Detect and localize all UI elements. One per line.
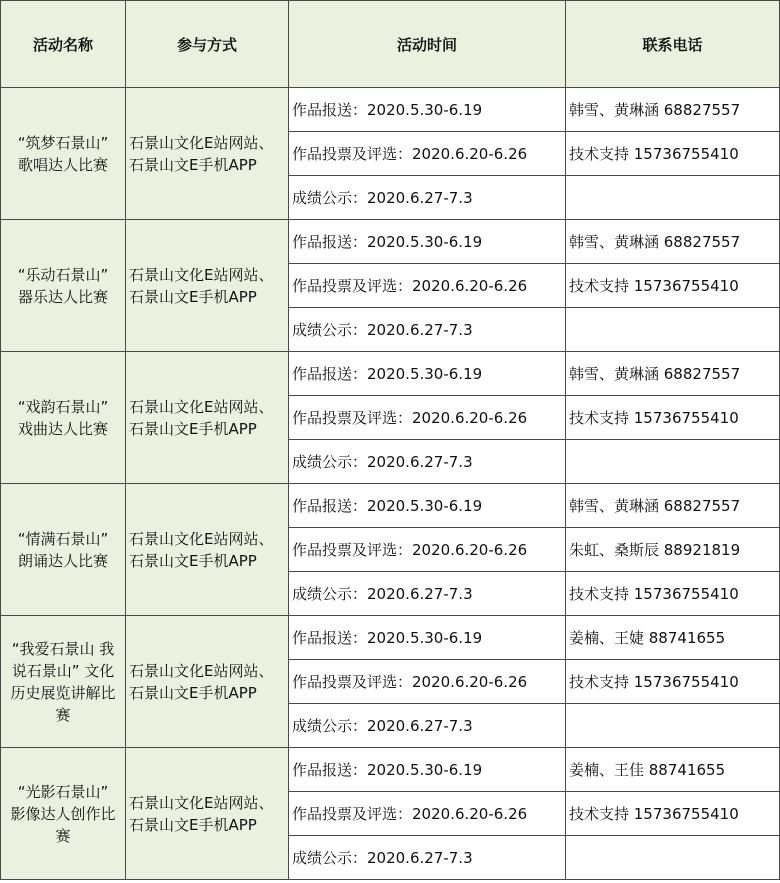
participation-method-cell — [126, 220, 289, 352]
participation-method-cell — [126, 88, 289, 220]
participation-method-line: 石景山文化E站网站、 — [129, 529, 274, 548]
participation-method-line: 石景山文化E站网站、 — [129, 793, 274, 812]
activity-name-line: 赛 — [55, 705, 71, 724]
contact-phone-cell — [566, 308, 780, 352]
activity-time-cell: 作品报送：2020.5.30-6.19 — [289, 748, 566, 792]
activity-name-line: “乐动石景山” — [17, 265, 109, 284]
header-participation-method: 参与方式 — [126, 1, 289, 88]
contact-phone-cell: 技术支持 15736755410 — [566, 396, 780, 440]
activity-time-cell: 作品报送：2020.5.30-6.19 — [289, 88, 566, 132]
contact-phone-cell: 技术支持 15736755410 — [566, 264, 780, 308]
activity-name-line: 说石景山” 文化 — [11, 661, 115, 680]
contact-phone-cell: 朱虹、桑斯辰 88921819 — [566, 528, 780, 572]
participation-method-cell — [126, 748, 289, 880]
header-activity-name: 活动名称 — [1, 1, 126, 88]
activity-name-line: 赛 — [55, 826, 71, 845]
activity-time-cell: 作品报送：2020.5.30-6.19 — [289, 616, 566, 660]
activity-time-cell: 作品投票及评选：2020.6.20-6.26 — [289, 132, 566, 176]
activity-name-line: “情满石景山” — [17, 529, 109, 548]
table-row — [1, 616, 780, 660]
activity-name-cell — [1, 88, 126, 220]
participation-method-line: 石景山文化E站网站、 — [129, 265, 274, 284]
contact-phone-cell: 姜楠、王婕 88741655 — [566, 616, 780, 660]
activity-time-cell: 作品报送：2020.5.30-6.19 — [289, 220, 566, 264]
activity-name-line: “戏韵石景山” — [17, 397, 109, 416]
contact-phone-cell: 韩雪、黄琳涵 68827557 — [566, 88, 780, 132]
contact-phone-cell: 韩雪、黄琳涵 68827557 — [566, 484, 780, 528]
contact-phone-cell — [566, 176, 780, 220]
activity-name-line: 歌唱达人比赛 — [17, 155, 108, 174]
activity-time-cell: 作品报送：2020.5.30-6.19 — [289, 352, 566, 396]
contact-phone-cell — [566, 704, 780, 748]
activity-name-cell — [1, 352, 126, 484]
activity-name-line: 戏曲达人比赛 — [17, 419, 108, 438]
contact-phone-cell: 技术支持 15736755410 — [566, 792, 780, 836]
activity-name-line: “光影石景山” — [17, 782, 109, 801]
activity-name-line: “筑梦石景山” — [17, 133, 109, 152]
activity-time-cell: 成绩公示：2020.6.27-7.3 — [289, 704, 566, 748]
table-row — [1, 220, 780, 264]
participation-method-cell — [126, 616, 289, 748]
activity-name-line: 器乐达人比赛 — [17, 287, 108, 306]
activity-name-cell — [1, 484, 126, 616]
contact-phone-cell — [566, 440, 780, 484]
activity-time-cell: 成绩公示：2020.6.27-7.3 — [289, 176, 566, 220]
activity-name-cell — [1, 616, 126, 748]
activity-time-cell: 作品投票及评选：2020.6.20-6.26 — [289, 396, 566, 440]
activity-time-cell: 作品投票及评选：2020.6.20-6.26 — [289, 792, 566, 836]
header-activity-time: 活动时间 — [289, 1, 566, 88]
activity-time-cell: 成绩公示：2020.6.27-7.3 — [289, 440, 566, 484]
contact-phone-cell: 韩雪、黄琳涵 68827557 — [566, 352, 780, 396]
contact-phone-cell: 技术支持 15736755410 — [566, 132, 780, 176]
participation-method-cell — [126, 484, 289, 616]
activity-name-cell — [1, 220, 126, 352]
table-body — [1, 88, 780, 880]
participation-method-line: 石景山文化E站网站、 — [129, 397, 274, 416]
activity-name-line: “我爱石景山 我 — [11, 639, 115, 658]
participation-method-line: 石景山文E手机APP — [129, 155, 257, 174]
participation-method-cell — [126, 352, 289, 484]
activity-time-cell: 作品投票及评选：2020.6.20-6.26 — [289, 660, 566, 704]
activity-time-cell: 作品报送：2020.5.30-6.19 — [289, 484, 566, 528]
participation-method-line: 石景山文E手机APP — [129, 551, 257, 570]
contact-phone-cell: 技术支持 15736755410 — [566, 572, 780, 616]
activity-time-cell: 作品投票及评选：2020.6.20-6.26 — [289, 528, 566, 572]
table-row — [1, 352, 780, 396]
activity-time-cell: 成绩公示：2020.6.27-7.3 — [289, 308, 566, 352]
contact-phone-cell: 技术支持 15736755410 — [566, 660, 780, 704]
header-row — [1, 1, 780, 88]
activity-time-cell: 成绩公示：2020.6.27-7.3 — [289, 572, 566, 616]
participation-method-line: 石景山文化E站网站、 — [129, 661, 274, 680]
table-row — [1, 748, 780, 792]
activity-name-line: 影像达人创作比 — [10, 804, 116, 823]
participation-method-line: 石景山文E手机APP — [129, 683, 257, 702]
participation-method-line: 石景山文E手机APP — [129, 287, 257, 306]
contact-phone-cell: 姜楠、王佳 88741655 — [566, 748, 780, 792]
contact-phone-cell — [566, 836, 780, 880]
participation-method-line: 石景山文E手机APP — [129, 815, 257, 834]
table-row — [1, 88, 780, 132]
table-row — [1, 484, 780, 528]
activity-time-cell: 作品投票及评选：2020.6.20-6.26 — [289, 264, 566, 308]
contact-phone-cell: 韩雪、黄琳涵 68827557 — [566, 220, 780, 264]
activity-name-line: 朗诵达人比赛 — [17, 551, 108, 570]
activity-time-cell: 成绩公示：2020.6.27-7.3 — [289, 836, 566, 880]
activity-name-cell — [1, 748, 126, 880]
activity-name-line: 历史展览讲解比 — [10, 683, 116, 702]
participation-method-line: 石景山文E手机APP — [129, 419, 257, 438]
participation-method-line: 石景山文化E站网站、 — [129, 133, 274, 152]
header-contact-phone: 联系电话 — [566, 1, 780, 88]
